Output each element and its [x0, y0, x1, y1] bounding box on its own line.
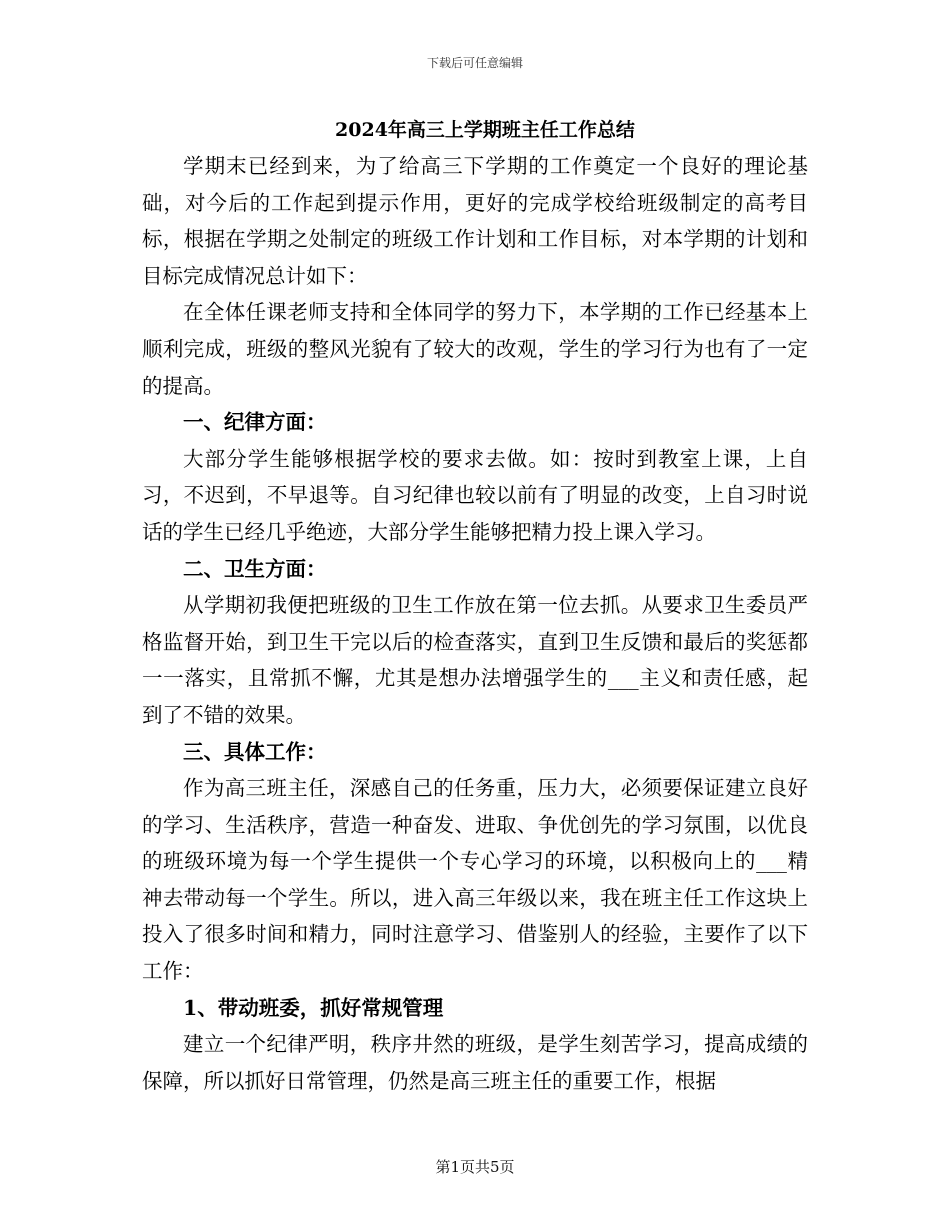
paragraph-intro: 学期末已经到来，为了给高三下学期的工作奠定一个良好的理论基础，对今后的工作起到提示作用，更好的完成学校给班级制定的高考目标，根据在学期之处制定的班级工作计划和工作目标，对本学期的计划和目标完成情况总计如下：: [142, 154, 808, 288]
paragraph-specific-work: 作为高三班主任，深感自己的任务重，压力大，必须要保证建立良好的学习、生活秩序，营造一种奋发、进取、争优创先的学习氛围，以优良的班级环境为每一个学生提供一个专心学习的环境，以积极向上的___精神去带动每一个学生。所以，进入高三年级以来，我在班主任工作这块上投入了很多时间和精力，同时注意学习、借鉴别人的经验，主要作了以下工作：: [142, 776, 808, 984]
page-header-note: 下载后可任意编辑: [426, 56, 523, 70]
paragraph-overview: 在全体任课老师支持和全体同学的努力下，本学期的工作已经基本上顺利完成，班级的整风光貌有了较大的改观，学生的学习行为也有了一定的提高。: [142, 300, 808, 398]
subsection-heading-class-committee: 1、带动班委，抓好常规管理: [183, 995, 444, 1020]
paragraph-hygiene: 从学期初我便把班级的卫生工作放在第一位去抓。从要求卫生委员严格监督开始，到卫生干完以后的检查落实，直到卫生反馈和最后的奖惩都一一落实，且常抓不懈，尤其是想办法增强学生的___主义和责任感，起到了不错的效果。: [142, 593, 808, 727]
document-title: 2024年高三上学期班主任工作总结: [335, 119, 635, 141]
section-heading-discipline: 一、纪律方面：: [183, 410, 327, 435]
document-body: [142, 112, 808, 1099]
page-number: 第1页共5页: [435, 1158, 515, 1176]
paragraph-discipline: 大部分学生能够根据学校的要求去做。如：按时到教室上课，上自习，不迟到，不早退等。自习纪律也较以前有了明显的改变，上自习时说话的学生已经几乎绝迹，大部分学生能够把精力投上课入学习。: [142, 446, 808, 544]
section-heading-hygiene: 二、卫生方面：: [183, 556, 327, 581]
paragraph-class-committee: 建立一个纪律严明，秩序井然的班级，是学生刻苦学习，提高成绩的保障，所以抓好日常管理，仍然是高三班主任的重要工作，根据: [142, 1032, 808, 1093]
section-heading-specific-work: 三、具体工作：: [183, 739, 327, 764]
